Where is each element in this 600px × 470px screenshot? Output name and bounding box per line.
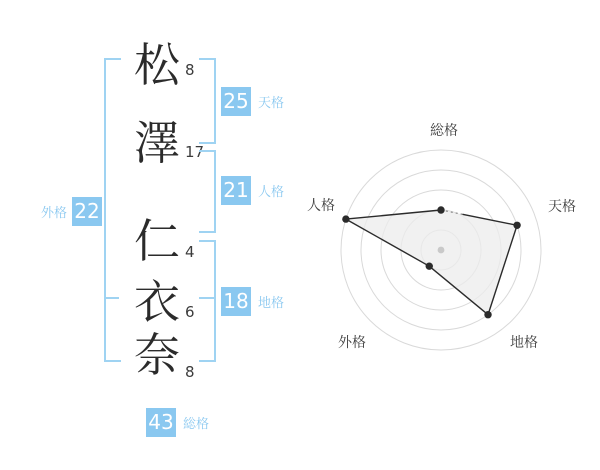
name-char: 仁: [134, 214, 180, 268]
name-char: 松: [134, 38, 180, 92]
stroke-count: 8: [185, 363, 195, 381]
jinkaku-bracket: [199, 150, 216, 233]
stroke-count: 4: [185, 243, 195, 261]
chikaku-value: 18: [221, 287, 251, 316]
chikaku-bracket-tick: [199, 297, 214, 299]
gaikaku-bracket-tick: [104, 297, 119, 299]
chikaku-bracket: [199, 240, 216, 362]
chikaku-badge: [221, 286, 284, 316]
axis-label-chikaku: 地格: [510, 335, 538, 351]
chikaku-label: 地格: [258, 295, 285, 311]
jinkaku-value: 21: [221, 176, 251, 205]
axis-label-soukaku: 総格: [430, 123, 458, 139]
radar-chart: [300, 95, 590, 375]
soukaku-value: 43: [146, 408, 176, 437]
tenkaku-bracket: [199, 58, 216, 144]
axis-label-tenkaku: 天格: [548, 199, 576, 215]
gaikaku-bracket: [104, 58, 121, 362]
axis-label-gaikaku: 外格: [338, 335, 366, 351]
name-char: 澤: [134, 116, 180, 170]
stroke-count: 17: [185, 143, 205, 161]
gaikaku-label: 外格: [41, 205, 68, 221]
axis-label-jinkaku: 人格: [307, 198, 335, 214]
soukaku-label: 総格: [183, 416, 210, 432]
jinkaku-label: 人格: [258, 184, 285, 200]
jinkaku-badge: [221, 175, 284, 205]
stroke-count: 6: [185, 303, 195, 321]
stroke-count: 8: [185, 61, 195, 79]
soukaku-badge: [146, 407, 209, 437]
gaikaku-badge: [41, 196, 102, 226]
gaikaku-value: 22: [72, 197, 102, 226]
tenkaku-label: 天格: [258, 95, 285, 111]
tenkaku-value: 25: [221, 87, 251, 116]
name-char: 衣: [134, 275, 180, 329]
name-char: 奈: [134, 328, 180, 382]
tenkaku-badge: [221, 86, 284, 116]
